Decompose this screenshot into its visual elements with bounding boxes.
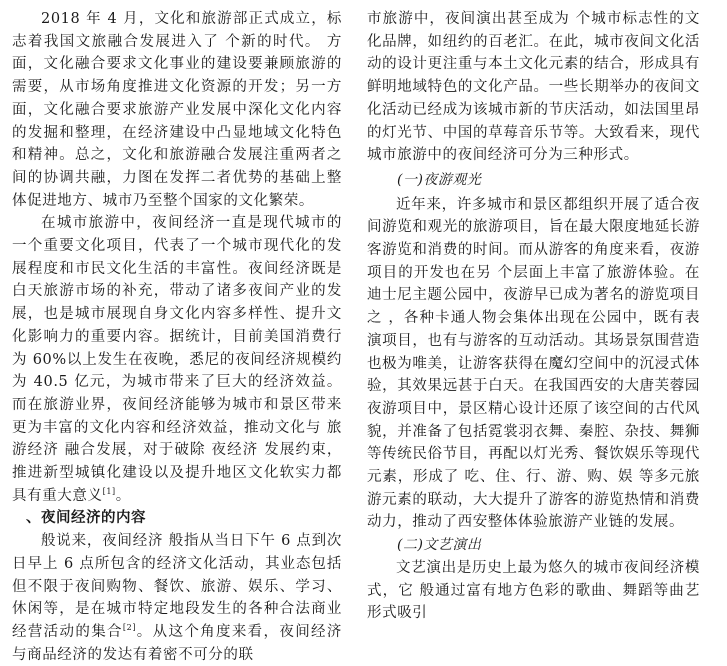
paragraph-continued: 市旅游中，夜间演出甚至成为 个城市标志性的文化品牌，如纽约的百老汇。在此，城市夜间文化活动的设计更注重与本土文化元素的结合，形成具有鲜明地域特色的文化产品。一些长期举办的夜间文化活动已经成为该城市新的节庆活动，如法国里昂的灯光节、中国的草莓音乐节等。大致看来，现代城市旅游中的夜间经济可分为三种形式。 <box>367 11 700 164</box>
paragraph-intro <box>12 8 342 212</box>
paragraph-definition-text: 般说来，夜间经济 般指从当日下午 6 点到次日早上 6 点所包含的经济文化活动，其业态包括但不限于夜间购物、餐饮、旅游、娱乐、学习、休闲等，是在城市特定地段发生的各种合法商业经营活动的集合 <box>12 533 342 640</box>
paragraph-urban-tourism <box>12 212 342 507</box>
subheading-performance: (二)文艺演出 <box>397 537 482 554</box>
subheading-night-tour: (一)夜游观光 <box>397 171 482 188</box>
paragraph-definition-end: 。从这个角度来看，夜间经济与商品经济的发达有着密不可分的联 <box>12 623 342 663</box>
section-heading: 、夜间经济的内容 <box>26 509 146 527</box>
paragraph-urban-tourism-text: 在城市旅游中，夜间经济一直是现代城市的一个重要文化项目，代表了一个城市现代化的发展程度和市民文化生活的丰富性。夜间经济既是白天旅游市场的补充，带动了诸多夜间产业的发展，也是城市展现自身文化内容多样性、提升文化影响力的重要内容。据统计，目前美国消费行为 60%以上发生在夜晚，悉尼的夜间经济规模约为 40.5 亿元，为城市带来了巨大的经济效益。而在旅游业界，夜间经济能够为城市和景区带来更为丰富的文化内容和经济效益，推动文化与 旅游经济 融合发展，对于破除 夜经济 发展约束，推进新型城镇化建设以及提升地区文化软实力都具有重大意义 <box>12 215 342 504</box>
paragraph-night-tour: 近年来，许多城市和景区都组织开展了适合夜间游览和观光的旅游项目，旨在最大限度地延长游客游览和消费的时间。而从游客的角度来看，夜游项目的开发也在另 个层面上丰富了旅游体验。在迪士尼主题公园中，夜游早已成为著名的游览项目之 ，各种卡通人物会集体出现在公园中，既有表演项目，也有与游客的互动活动。其场景氛围营造也极为唯美，让游客获得在魔幻空间中的沉浸式体验，其效果远甚于白天。在我国西安的大唐芙蓉园夜游项目中，景区精心设计还原了该空间的古代风貌，并准备了包括霓裳羽衣舞、秦腔、杂技、舞狮等传统民俗节目，再配以灯光秀、餐饮娱乐等现代元素，形成了 吃、住、行、游、购、娱 等多元旅游元素的联动，大大提升了游客的游览热情和消费动力，推动了西安整体体验旅游产业链的发展。 <box>367 196 700 531</box>
paragraph-performance: 文艺演出是历史上最为悠久的城市夜间经济模式，它 般通过富有地方色彩的歌曲、舞蹈等曲艺形式吸引 <box>367 559 700 622</box>
paragraph-urban-tourism-end: 。 <box>115 487 131 504</box>
paragraph-intro-text: 2018 年 4 月，文化和旅游部正式成立，标志着我国文旅融合发展进入了 个新的时代。 方面，文化融合要求文化事业的建设要兼顾旅游的需要，从市场角度推进文化资源的开发；另一方面，文化融合要求旅游产业发展中深化文化内容的发掘和整理，在经济建设中凸显地域文化特色和精神。总之，文化和旅游融合发展注重两者之间的协调共融，力图在发挥二者优势的基础上整体促进地方、城市乃至整个国家的文化繁荣。 <box>12 11 342 209</box>
citation-1: [1] <box>102 486 116 496</box>
left-column <box>12 8 342 666</box>
paragraph-definition <box>12 530 342 666</box>
right-column <box>367 8 700 625</box>
citation-2: [2] <box>122 623 137 633</box>
